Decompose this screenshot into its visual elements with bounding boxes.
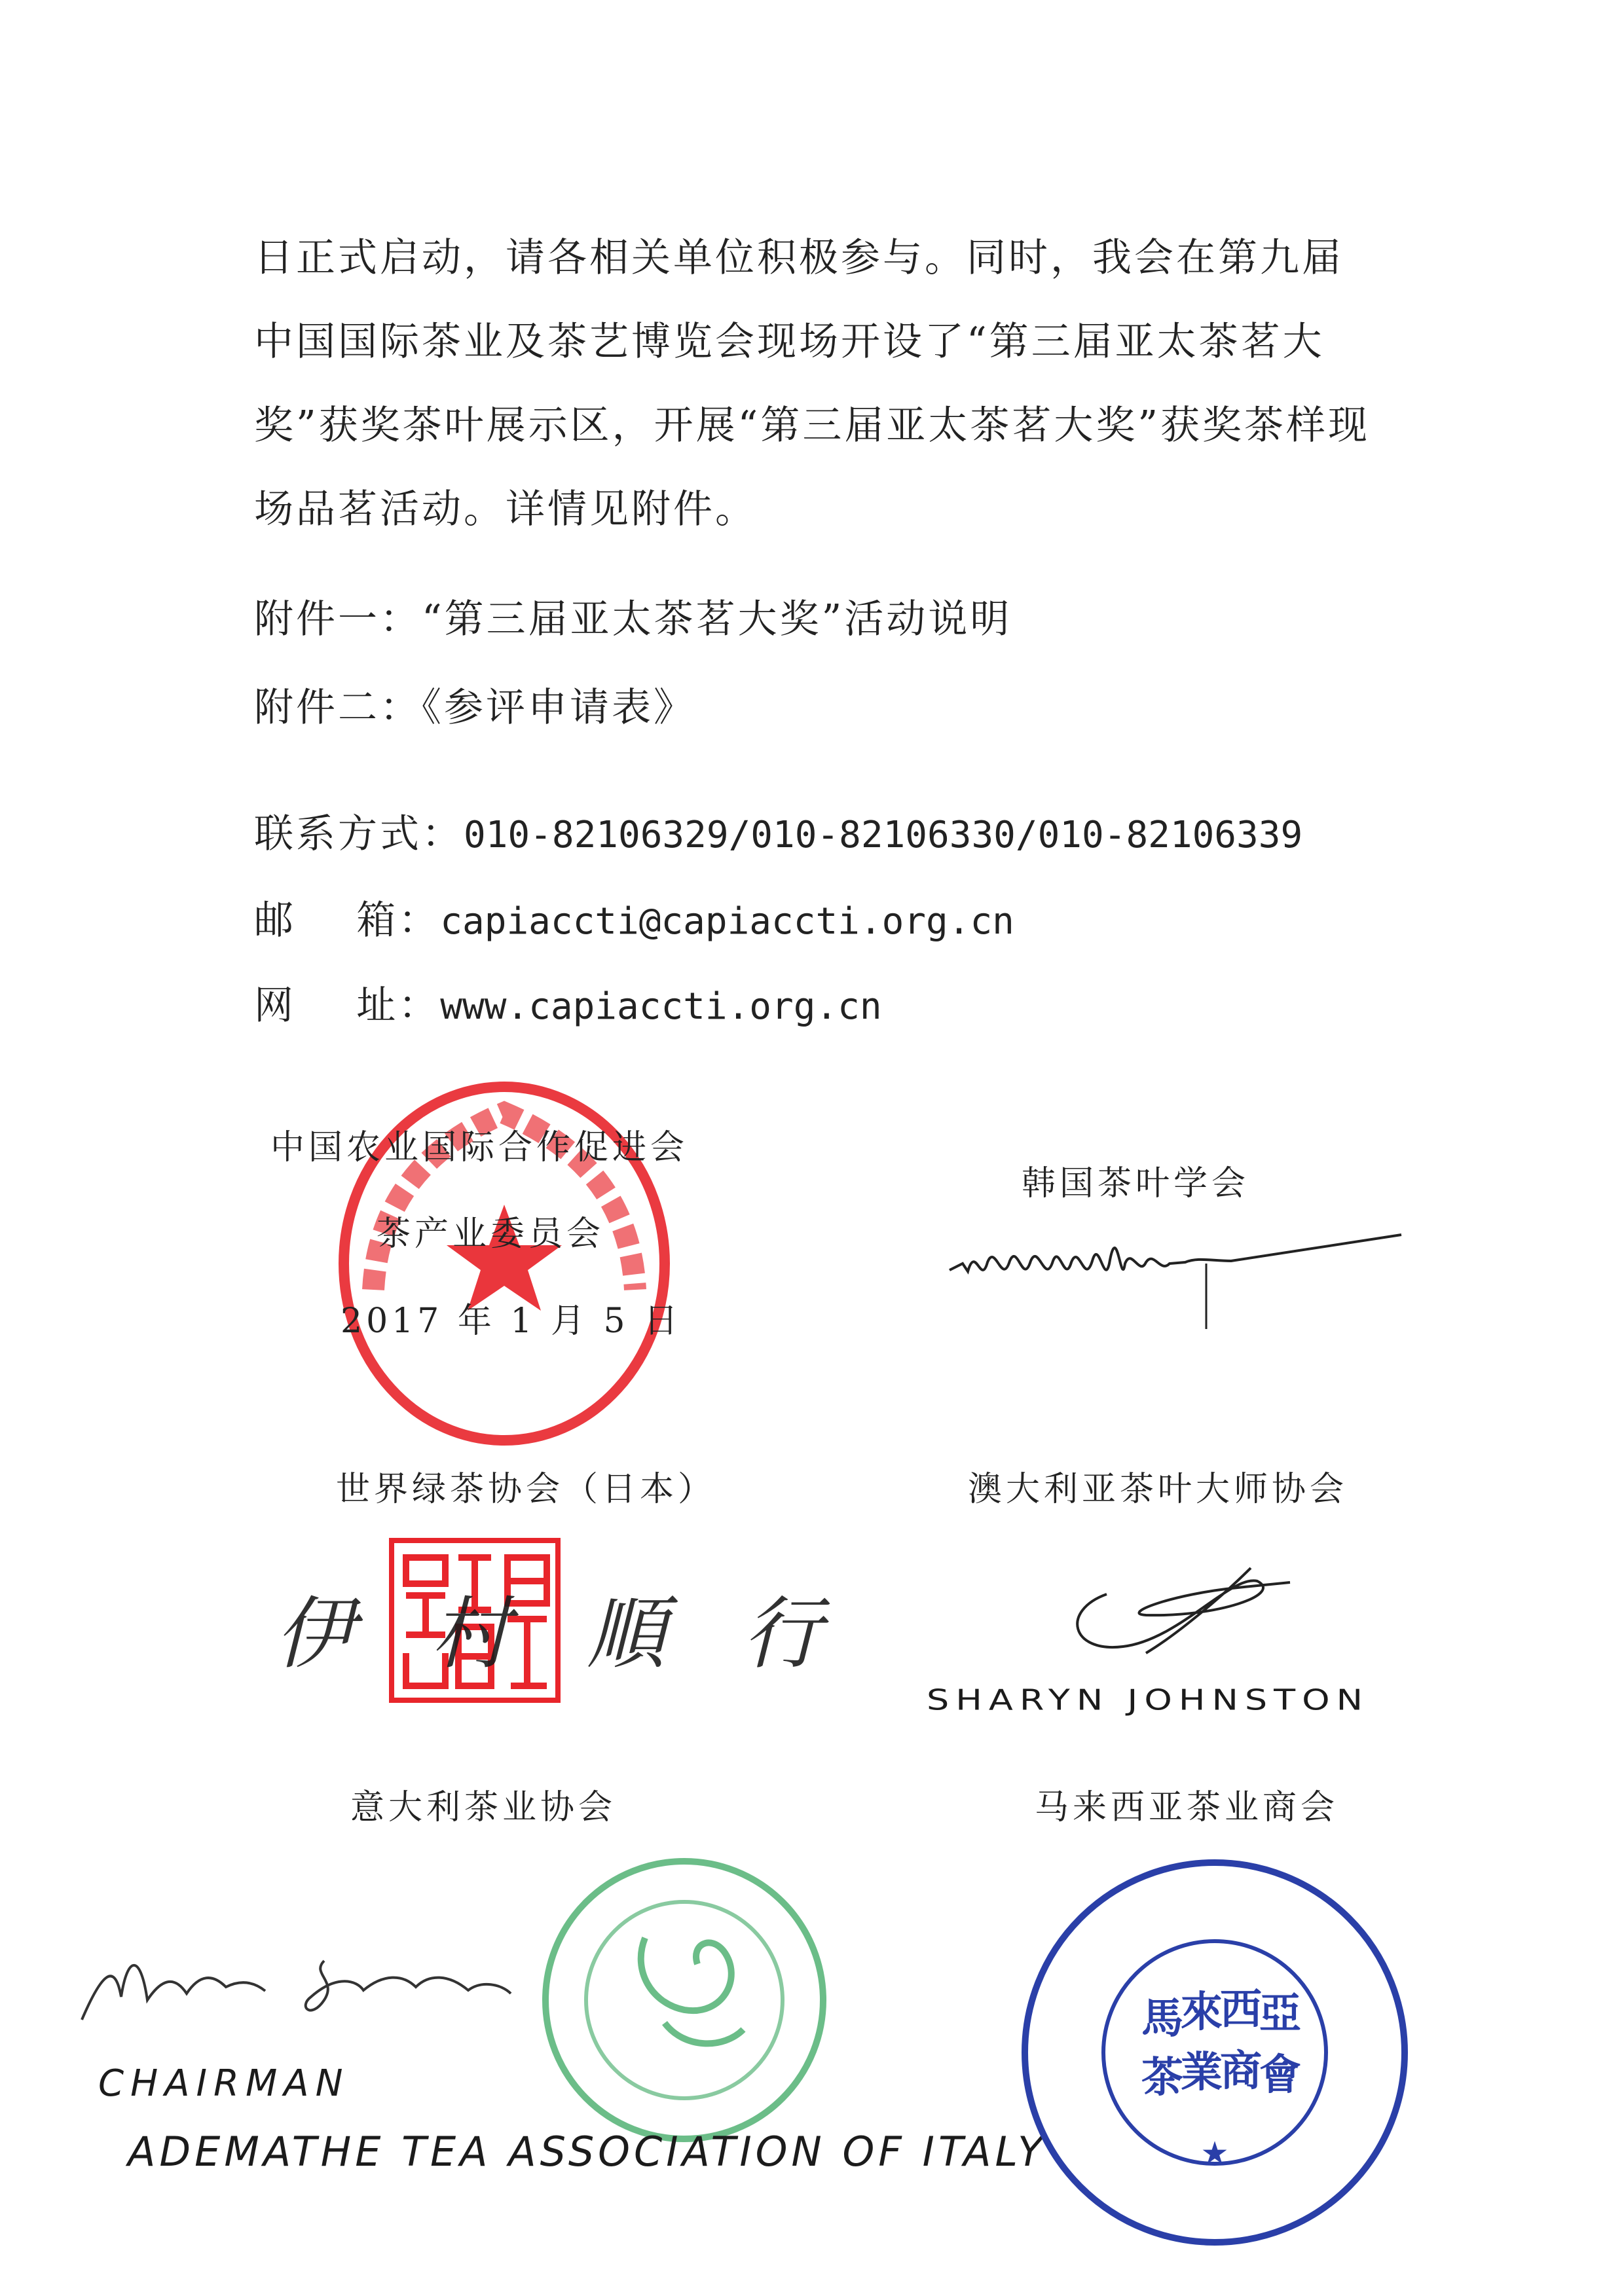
contact-email (254, 889, 1014, 945)
italy-green-seal (534, 1853, 835, 2147)
contact-web-value[interactable]: www.capiaccti.org.cn (440, 985, 882, 1028)
korea-org-name: 韩国茶叶学会 (1022, 1164, 1250, 1203)
italy-signature-org: ADEMATHE TEA ASSOCIATION OF ITALY (128, 2128, 1047, 2176)
malaysia-blue-seal (1012, 1856, 1418, 2249)
australia-org-name: 澳大利亚茶叶大师协会 (968, 1470, 1348, 1509)
italy-signature-title: CHAIRMAN (98, 2062, 350, 2105)
contact-phone-value: 010-82106329/010-82106330/010-82106339 (464, 814, 1303, 856)
korea-signature (950, 1224, 1401, 1342)
contact-email-value[interactable]: capiaccti@capiaccti.org.cn (440, 900, 1014, 943)
contact-phone (254, 803, 1302, 859)
malaysia-seal-char-7: 商 (1220, 2047, 1262, 2096)
italy-org-name: 意大利茶业协会 (350, 1788, 617, 1827)
italy-signature (75, 1935, 514, 2033)
china-org-name-line1: 中国农业国际合作促进会 (270, 1128, 689, 1167)
contact-email-label: 邮 箱： (254, 898, 441, 943)
china-org-name-line2: 茶产业委员会 (377, 1214, 605, 1254)
australia-signature (1067, 1555, 1297, 1673)
contact-phone-label: 联系方式： (254, 811, 464, 857)
malaysia-seal-char-8: 會 (1259, 2051, 1301, 2100)
malaysia-seal-char-2: 來 (1181, 1988, 1223, 2037)
attachment-2: 附件二：《参评申请表》 (254, 685, 695, 731)
malaysia-seal-char-6: 業 (1181, 2049, 1223, 2097)
malaysia-seal-char-5: 茶 (1141, 2054, 1183, 2102)
japan-org-name: 世界绿茶协会（日本） (336, 1470, 716, 1509)
contact-web (254, 974, 882, 1030)
china-date: 2017 年 1 月 5 日 (341, 1302, 682, 1341)
body-paragraph: 日正式启动，请各相关单位积极参与。同时，我会在第九届中国国际茶业及茶艺博览会现场开设了“第三届亚太茶茗大奖”获奖茶叶展示区，开展“第三届亚太茶茗大奖”获奖茶样现场品茗活动。详情见附件。 (254, 235, 1371, 532)
attachment-1: 附件一：“第三届亚太茶茗大奖”活动说明 (254, 596, 1012, 642)
japan-signature: 伊 村 順 行 (275, 1589, 848, 1680)
australia-signature-name: SHARYN JOHNSTON (927, 1683, 1370, 1717)
malaysia-seal-char-3: 西 (1220, 1986, 1262, 2034)
malaysia-org-name: 马来西亚茶业商会 (1035, 1788, 1339, 1827)
malaysia-seal-char-4: 亞 (1259, 1990, 1301, 2038)
malaysia-seal-char-1: 馬 (1141, 1995, 1183, 2043)
svg-text:★: ★ (1200, 2135, 1229, 2172)
contact-web-label: 网 址： (254, 983, 441, 1029)
